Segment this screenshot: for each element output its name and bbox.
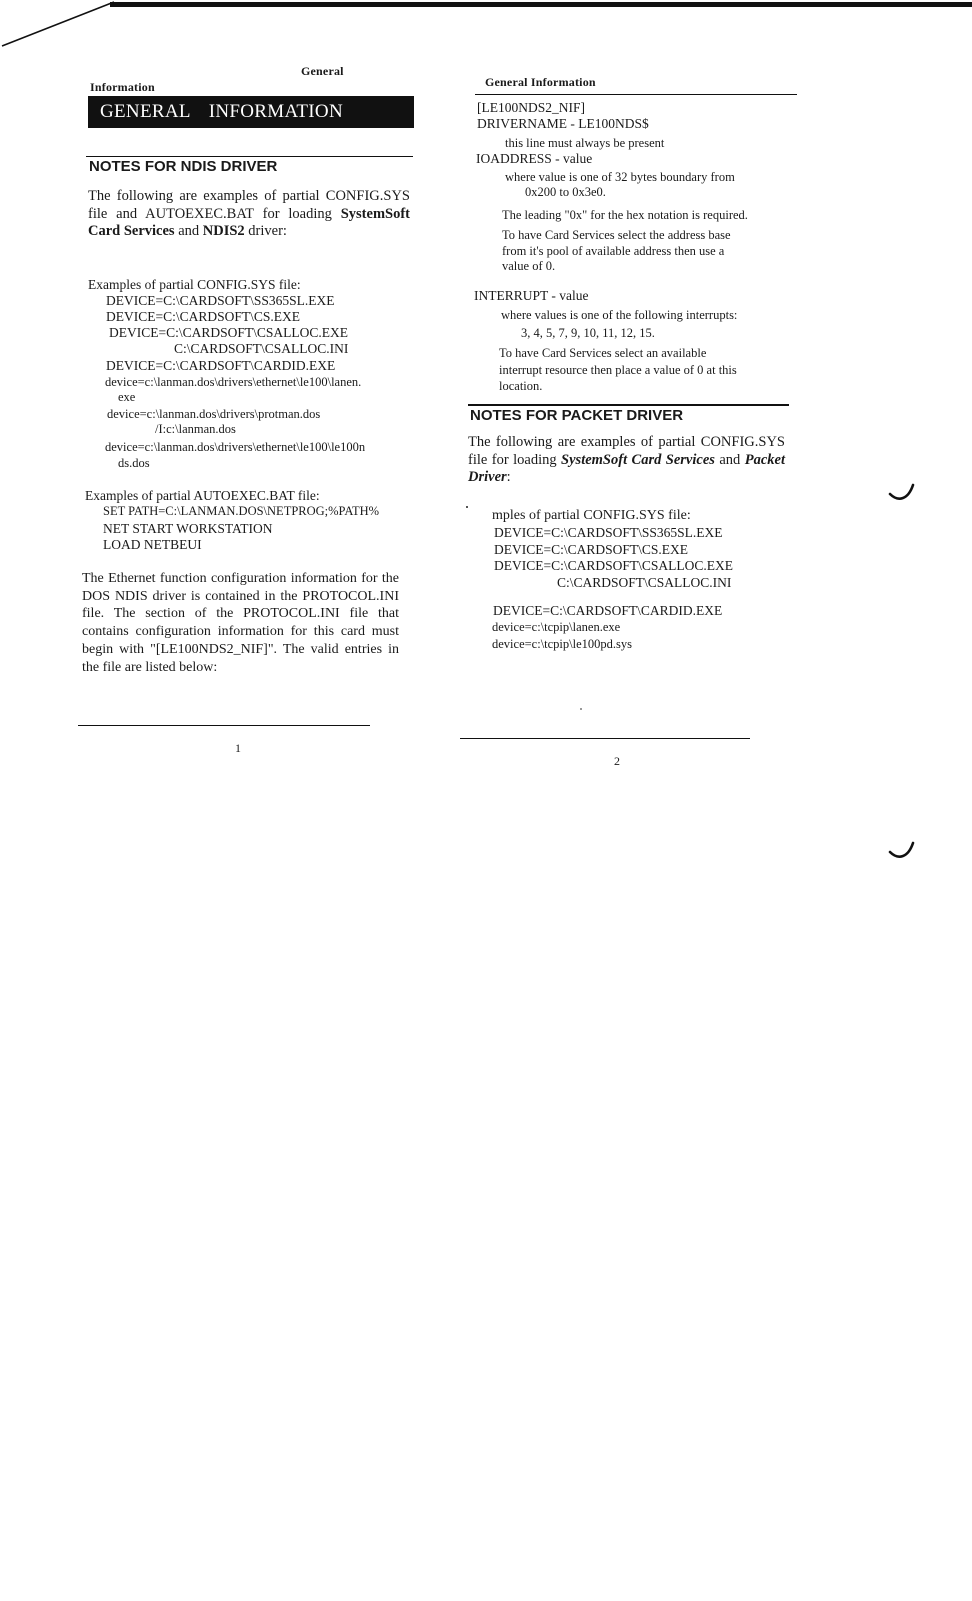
banner-word-information: INFORMATION (208, 101, 343, 122)
scan-margin-mark (888, 482, 916, 504)
packet-config-heading: mples of partial CONFIG.SYS file: (492, 508, 691, 523)
packet-config-line: device=c:\tcpip\le100pd.sys (492, 637, 633, 651)
ioaddress-desc: where value is one of 32 bytes boundary from (505, 170, 735, 184)
protocol-ini-paragraph: The Ethernet function configuration information for the DOS NDIS driver is contained in the PROTOCOL.INI file. The section of the PROTOCOL.INI file that contains configuration information for this card must begin with "[LE100NDS2_NIF]". The valid entries in the file are listed below: (82, 571, 399, 675)
ioaddress-range: 0x200 to 0x3e0. (525, 185, 606, 199)
packet-section-rule (468, 404, 789, 406)
packet-intro-text-3: : (506, 469, 511, 486)
config-line: DEVICE=C:\CARDSOFT\CSALLOC.EXE (109, 325, 349, 340)
interrupt-cs-note: location. (499, 379, 543, 393)
nif-section-name: [LE100NDS2_NIF] (477, 100, 585, 115)
right-header: General Information (485, 75, 596, 89)
scan-corner-line (0, 0, 120, 50)
ioaddress-cs-note: from it's pool of available address then use a (502, 244, 725, 258)
intro-bold-ndis2: NDIS2 (202, 223, 245, 240)
intro-text-1: The following are examples of partial CONFIG.SYS file and AUTOEXEC.BAT for loading (88, 188, 410, 222)
left-page-number: 1 (235, 741, 241, 755)
scan-speck (580, 708, 582, 710)
interrupt-cs-note: interrupt resource then place a value of 0 at this (499, 363, 737, 377)
interrupt-values: 3, 4, 5, 7, 9, 10, 11, 12, 15. (521, 326, 655, 340)
config-line: device=c:\lanman.dos\drivers\ethernet\le100\le100n (105, 440, 366, 454)
drivername-note: this line must always be present (505, 136, 665, 150)
scan-top-border (110, 2, 972, 7)
packet-config-line: DEVICE=C:\CARDSOFT\CSALLOC.EXE (494, 558, 734, 573)
config-heading: Examples of partial CONFIG.SYS file: (88, 277, 301, 292)
config-line: exe (118, 390, 136, 404)
left-header-general: General (301, 64, 344, 78)
packet-intro-paragraph (468, 434, 785, 487)
general-information-banner (88, 96, 414, 128)
autoexec-heading: Examples of partial AUTOEXEC.BAT file: (85, 488, 320, 503)
ndis-section-rule (86, 156, 413, 157)
packet-config-line: DEVICE=C:\CARDSOFT\CS.EXE (494, 542, 689, 557)
packet-config-line: device=c:\tcpip\lanen.exe (492, 620, 621, 634)
banner-word-general: GENERAL (100, 101, 191, 122)
packet-intro-text-1: The following are examples of partial CONFIG.SYS file for loading (468, 434, 785, 468)
drivername-line: DRIVERNAME - LE100NDS$ (477, 116, 649, 131)
packet-config-line: DEVICE=C:\CARDSOFT\CARDID.EXE (493, 603, 723, 618)
intro-bold-cardservices: SystemSoft Card Services (88, 205, 410, 240)
ndis-section-title: NOTES FOR NDIS DRIVER (89, 158, 278, 175)
config-line: device=c:\lanman.dos\drivers\ethernet\le100\lanen. (105, 375, 362, 389)
packet-intro-cardservices: SystemSoft Card Services (561, 451, 715, 468)
config-line: C:\CARDSOFT\CSALLOC.INI (174, 341, 349, 356)
right-header-rule (475, 94, 797, 95)
intro-text-3: driver: (244, 223, 287, 240)
autoexec-line: SET PATH=C:\LANMAN.DOS\NETPROG;%PATH% (103, 504, 380, 518)
config-line: ds.dos (118, 456, 150, 470)
left-header-information: Information (90, 80, 155, 94)
packet-intro-text-2: and (714, 451, 745, 468)
ioaddress-line: IOADDRESS - value (476, 151, 593, 166)
config-line: device=c:\lanman.dos\drivers\protman.dos (107, 407, 321, 421)
left-footer-rule (78, 725, 370, 726)
right-footer-rule (460, 738, 750, 739)
interrupt-cs-note: To have Card Services select an available (499, 346, 707, 360)
interrupt-line: INTERRUPT - value (474, 288, 589, 303)
interrupt-desc: where values is one of the following interrupts: (501, 308, 738, 322)
packet-config-line: C:\CARDSOFT\CSALLOC.INI (557, 575, 732, 590)
ndis-intro-paragraph (88, 188, 410, 241)
scan-margin-mark (888, 840, 916, 862)
packet-config-line: DEVICE=C:\CARDSOFT\SS365SL.EXE (494, 525, 723, 540)
autoexec-line: NET START WORKSTATION (103, 521, 273, 536)
right-page-number: 2 (614, 754, 620, 768)
ioaddress-hex-note: The leading "0x" for the hex notation is required. (502, 208, 748, 222)
config-line: DEVICE=C:\CARDSOFT\SS365SL.EXE (106, 293, 335, 308)
ioaddress-cs-note: value of 0. (502, 259, 556, 273)
intro-text-2: and (174, 223, 203, 240)
config-line: /I:c:\lanman.dos (155, 422, 236, 436)
config-line: DEVICE=C:\CARDSOFT\CARDID.EXE (106, 358, 336, 373)
ioaddress-cs-note: To have Card Services select the address base (502, 228, 731, 242)
packet-intro-packetdriver: Packet Driver (468, 451, 785, 486)
autoexec-line: LOAD NETBEUI (103, 537, 202, 552)
packet-section-title: NOTES FOR PACKET DRIVER (470, 407, 684, 424)
config-line: DEVICE=C:\CARDSOFT\CS.EXE (106, 309, 301, 324)
scan-speck (466, 506, 468, 508)
